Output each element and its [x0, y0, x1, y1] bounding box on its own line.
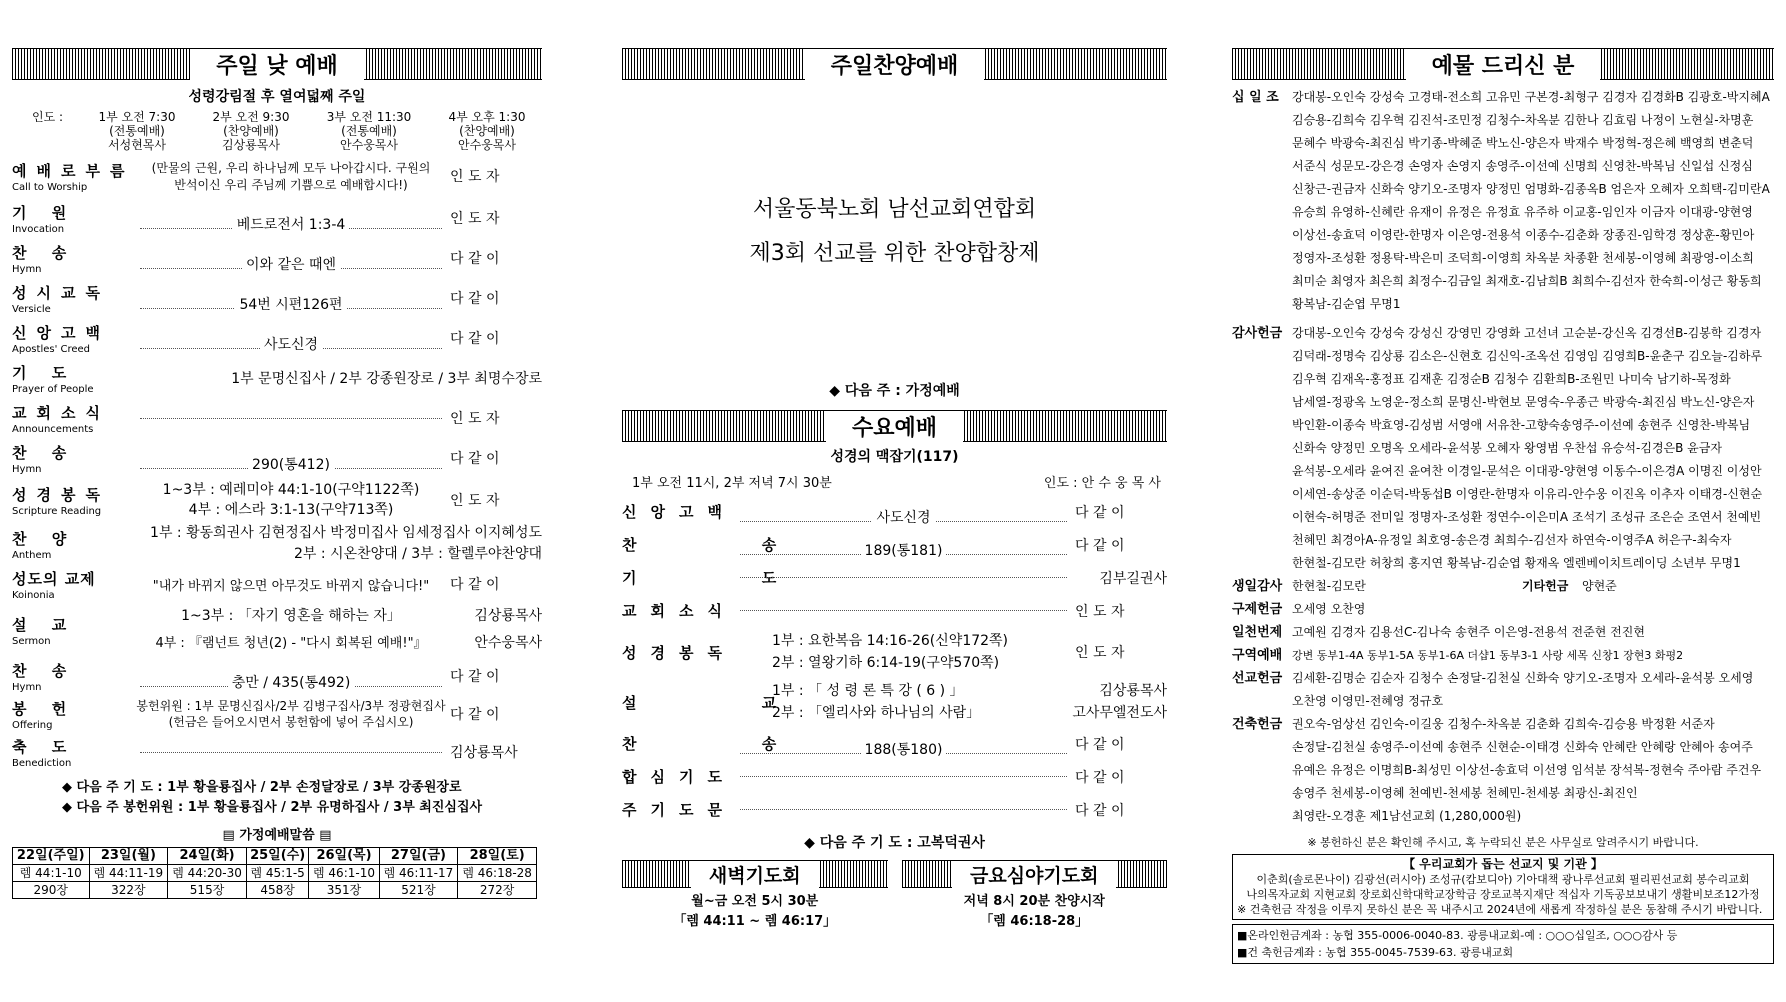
wednesday-time: 1부 오전 11시, 2부 저녁 7시 30분 [632, 476, 832, 491]
wed-order-item [622, 627, 1167, 677]
online-offering-account: ■온라인헌금계좌 : 농협 355-0006-0040-83. 광릉내교회-예 : ○○○십일조, ○○○감사 등 [1237, 929, 1678, 942]
order-item-english: Scripture Reading [12, 505, 102, 517]
family-day-cell: 28일(토) [458, 848, 537, 865]
next-wednesday-prayer: ◆ 다음 주 기 도 : 고복덕권사 [804, 835, 985, 851]
name-line: 최영란-오경훈 제1남선교회 (1,280,000원) [1292, 809, 1522, 823]
wed-order-item-title: 찬 송 [622, 536, 837, 554]
name-line: 이세연-송상준 이순덕-박동섭B 이영란-한명자 이유리-안수웅 이진옥 이추자 이태경-신현순 [1292, 487, 1763, 501]
sunday-worship-title: 주일 낮 예배 [190, 49, 364, 80]
building-section [1232, 713, 1774, 828]
order-item [12, 198, 542, 238]
name-line: 이춘희(솔로몬나이) 김광선(러시아) 조성규(캄보디아) 기아대책 광나루선교회 필리핀선교회 봉수리교회 [1256, 873, 1750, 886]
name-line: 윤석봉-오세라 윤여진 윤여찬 이경일-문석은 이대광-양현영 이동수-이은경A 이명진 이성안 [1292, 464, 1762, 478]
order-item [12, 478, 542, 522]
order-item-title: 봉 헌 [12, 699, 77, 718]
family-day-cell: 25일(수) [246, 848, 309, 865]
district-section [1232, 644, 1774, 667]
order-item-english: Offering [12, 719, 53, 731]
order-item-title: 예배로부름 [12, 161, 135, 180]
tithe-label: 십 일 조 [1232, 90, 1279, 105]
order-item-leader: 인 도 자 [450, 411, 500, 427]
wed-order-item-leader: 다 같 이 [1075, 802, 1125, 819]
order-item-leader: 다 같 이 [450, 669, 500, 685]
name-line: 나의목자교회 지현교회 장로회신학대학교장학금 장로교복지재단 적십자 기독공보보내기 생활비보조12가정 [1246, 888, 1760, 901]
order-item-english: Call to Worship [12, 181, 88, 193]
family-reference-cell: 렘 44:20-30 [168, 865, 247, 882]
family-hymn-cell: 458장 [246, 882, 309, 899]
district-label: 구역예배 [1232, 648, 1283, 663]
order-item-content: 1~3부 : 「자기 영혼을 해하는 자」 [181, 608, 401, 624]
family-day-cell: 24일(화) [168, 848, 247, 865]
order-item-content: 이와 같은 때엔 [242, 254, 340, 274]
dawn-prayer-block [622, 860, 888, 932]
wed-order-item-title: 합심기도 [622, 768, 736, 786]
name-line: 이상선-송효덕 이영란-한명자 이은영-전용석 이종수-김춘화 장종진-임학경 정상훈-황민아 [1292, 228, 1755, 242]
name-line: 박인환-이종숙 박효영-김성범 서영애 서유찬-고향숙송영주-이선예 송현주 신영찬-박복님 [1292, 418, 1751, 432]
wed-order-item-leader: 인 도 자 [1075, 645, 1125, 661]
order-item-title: 성도의 교제 [12, 569, 96, 588]
wednesday-leader: 인도 : 안 수 웅 목 사 [1043, 476, 1161, 491]
mission-support-box [1232, 854, 1774, 920]
order-item-content-2: (헌금은 들어오시면서 봉헌함에 넣어 주십시오) [168, 715, 414, 729]
order-item-leader: 인 도 자 [450, 169, 500, 185]
name-line: 정영자-조성환 정용탁-박은미 조덕희-이영희 차옥분 차종환 천세봉-이영혜 최광영-이소희 [1292, 251, 1754, 265]
service-3-leader: 안수웅목사 [340, 138, 398, 152]
wed-order-item-leader: 다 같 이 [1075, 504, 1125, 521]
order-item-leader: 다 같 이 [450, 291, 500, 307]
family-day-cell: 26일(목) [309, 848, 379, 865]
order-item [12, 278, 542, 318]
name-line: 송영주 천세봉-이영혜 천예빈-천세봉 천혜민-천세봉 최광신-최진인 [1292, 786, 1638, 800]
name-line: 남세열-정광옥 노영운-정소희 문명신-박현보 문영숙-우종근 박광숙-최진심 박노신-양은자 [1292, 395, 1755, 409]
service-2-type: (찬양예배) [223, 124, 279, 138]
name-line: 최미순 최영자 최은희 최정수-김금일 최재호-김남희B 최희수-김선자 한숙희-이성근 황동희 [1292, 274, 1762, 288]
account-box [1232, 924, 1774, 964]
family-day-cell: 22일(주일) [13, 848, 90, 865]
order-item-english: Announcements [12, 423, 94, 435]
family-worship-table [12, 847, 537, 899]
name-line: 이현숙-허명준 전미일 정명자-조성환 정연수-이은미A 조석기 조성규 조은순 조연서 천예빈 [1292, 510, 1762, 524]
sunday-worship-column [12, 0, 542, 899]
wed-order-item [622, 677, 1167, 727]
order-item-content: 1~3부 : 예레미야 44:1-10(구약1122쪽) [162, 482, 420, 498]
order-item-content: 290(통412) [248, 454, 334, 474]
thanks-label: 감사헌금 [1232, 326, 1283, 341]
order-item [12, 658, 542, 694]
leader-label: 인도 : [32, 110, 64, 124]
order-item-content: 1부 : 황동희권사 김현정집사 박정미집사 임세정집사 이지혜성도 [150, 525, 542, 541]
name-line: 김승용-김희숙 김우혁 김진석-조민정 김청수-차옥분 김한나 김효림 나정이 노현실-차명훈 [1292, 113, 1754, 127]
wed-order-item [622, 760, 1167, 793]
wed-order-item [622, 561, 1167, 594]
next-week-offering: ◆ 다음 주 봉헌위원 : 1부 황을룡집사 / 2부 유명하집사 / 3부 최진심집사 [62, 800, 483, 815]
relief-names: 오세영 오찬영 [1292, 602, 1366, 616]
order-item [12, 358, 542, 398]
mission-label: 선교헌금 [1232, 671, 1283, 686]
order-item-content-2: 2부 : 시온찬양대 / 3부 : 할렐루야찬양대 [293, 546, 542, 562]
wed-order-item [622, 594, 1167, 627]
other-offering-label: 기타헌금 [1522, 579, 1569, 593]
service-4-time: 4부 오후 1:30 [448, 110, 526, 124]
district-names: 강변 동부1-4A 동부1-5A 동부1-6A 더샵1 동부3-1 사랑 세목 신창1 장현3 화평2 [1292, 649, 1684, 662]
order-item-content: 1부 문명신집사 / 2부 강종원장로 / 3부 최명수장로 [231, 371, 542, 387]
name-line: 김덕래-정명숙 김상룡 김소은-신현호 김신익-조옥선 김영임 김영희B-윤춘구 김오늘-김하루 [1292, 349, 1763, 363]
order-item-content: "내가 바뀌지 않으면 아무것도 바뀌지 않습니다!" [152, 578, 430, 594]
order-item-leader: 다 같 이 [450, 577, 500, 593]
name-line: 김세환-김명순 김순자 김청수 손정달-김천실 신화숙 양기오-조명자 오세라-윤석봉 오세영 [1292, 671, 1754, 685]
service-1-type: (전통예배) [109, 124, 165, 138]
name-line: 손정달-김천실 송영주-이선예 송현주 신현순-이태경 신화숙 안혜란 안혜랑 안혜아 송여주 [1292, 740, 1753, 754]
service-schedule [12, 110, 542, 152]
mission-section [1232, 667, 1774, 713]
liturgical-subtitle: 성령강림절 후 열여덟째 주일 [188, 89, 366, 105]
order-item [12, 566, 542, 602]
wed-order-item [622, 793, 1167, 826]
family-reference-cell: 렘 44:11-19 [89, 865, 168, 882]
order-item-content: 베드로전서 1:3-4 [233, 214, 350, 234]
event-line-1: 서울동북노회 남선교회연합회 [752, 197, 1037, 222]
order-item-title: 찬 송 [12, 443, 77, 462]
order-item-english: Prayer of People [12, 383, 94, 395]
wed-order-item-title: 성경봉독 [622, 643, 736, 662]
order-item-title: 교회소식 [12, 403, 110, 422]
order-item-english: Hymn [12, 681, 42, 693]
order-item-leader-2: 안수웅목사 [474, 635, 542, 651]
wed-order-item-title: 신앙고백 [622, 503, 736, 521]
birthday-names: 한현철-김모란 [1292, 579, 1366, 593]
order-item-english: Benediction [12, 757, 72, 769]
order-item-leader: 인 도 자 [450, 493, 500, 509]
building-names [1292, 713, 1774, 828]
wed-order-item-title: 주기도문 [622, 801, 736, 819]
name-line: 신창근-권금자 신화숙 양기오-조명자 양정민 엄명화-김종옥B 엄은자 오혜자 오희택-김미란A [1292, 182, 1770, 196]
service-4-type: (찬양예배) [459, 124, 515, 138]
ilcheon-label: 일천번제 [1232, 625, 1283, 640]
order-of-worship [12, 154, 542, 770]
sunday-worship-title-bar [12, 48, 542, 80]
friday-prayer-block [902, 860, 1168, 932]
thanks-section [1232, 322, 1774, 575]
order-item-english: Apostles' Creed [12, 343, 91, 355]
order-item-english: Anthem [12, 549, 52, 561]
order-item-content: 54번 시편126편 [235, 294, 346, 314]
tithe-section [1232, 86, 1774, 316]
thanks-names [1292, 322, 1774, 575]
next-week-note: ◆ 다음 주 : 가정예배 [829, 383, 960, 399]
event-line-2: 제3회 선교를 위한 찬양합창제 [749, 241, 1040, 266]
friday-prayer-title-bar [902, 860, 1168, 888]
family-hymn-cell: 351장 [309, 882, 379, 899]
order-item-title: 성시교독 [12, 283, 110, 302]
wed-order-item-title: 찬 송 [622, 735, 837, 753]
wed-order-item-leader: 김부길권사 [1099, 570, 1167, 587]
order-item-title: 기 원 [12, 203, 77, 222]
building-offering-account: ■건 축헌금계좌 : 농협 355-0045-7539-63. 광릉내교회 [1237, 946, 1514, 959]
family-reference-cell: 렘 46:11-17 [379, 865, 458, 882]
service-3-type: (전통예배) [341, 124, 397, 138]
order-item-english: Invocation [12, 223, 65, 235]
wed-order-item [622, 727, 1167, 760]
order-item-leader: 김상룡목사 [450, 745, 518, 761]
order-item-leader: 김상룡목사 [474, 608, 542, 624]
family-reference-cell: 렘 44:1-10 [13, 865, 90, 882]
order-item [12, 398, 542, 438]
service-1-time: 1부 오전 7:30 [98, 110, 176, 124]
order-item-content-2: 4부 : 『램넌트 청년(2) - "다시 회복된 예배!"』 [155, 636, 427, 651]
order-item-english: Hymn [12, 263, 42, 275]
name-line: 문혜수 박광숙-최진심 박기종-박혜준 박노신-양은자 박재수 박정혁-정은혜 백영희 변춘덕 [1292, 136, 1754, 150]
wed-order-item-leader: 인 도 자 [1075, 603, 1125, 620]
order-item-leader: 인 도 자 [450, 211, 500, 227]
name-line: 한현철-김모란 허창희 홍지연 황복남-김순엽 황재옥 엘렌베이치트레이딩 소년부 무명1 [1292, 556, 1741, 570]
order-item-title: 신앙고백 [12, 323, 110, 342]
wednesday-title-bar [622, 410, 1167, 442]
ilcheon-names: 고예원 김경자 김용선C-김나숙 송현주 이은영-전용석 전준현 전진현 [1292, 625, 1645, 639]
family-hymn-cell: 272장 [458, 882, 537, 899]
order-item-leader: 다 같 이 [450, 251, 500, 267]
dawn-prayer-title-bar [622, 860, 888, 888]
wed-order-item-leader: 다 같 이 [1075, 537, 1125, 554]
name-line: 권오숙-엄상선 김인숙-이길웅 김청수-차옥분 김춘화 김희숙-김승용 박정환 서준자 [1292, 717, 1715, 731]
wed-order-item-content: 1부 : 요한복음 14:16-26(신약172쪽) [772, 633, 1009, 649]
order-item [12, 694, 542, 734]
wed-order-item-content: 사도신경 [872, 507, 934, 527]
order-item [12, 522, 542, 566]
sunday-praise-title-bar [622, 48, 1167, 80]
order-item-leader: 다 같 이 [450, 451, 500, 467]
mission-support-list [1237, 872, 1769, 902]
dawn-prayer-time: 월~금 오전 5시 30분 [691, 894, 819, 909]
offerings-title: 예물 드리신 분 [1406, 49, 1601, 80]
mission-support-title: 【 우리교회가 돕는 선교지 및 기관 】 [1403, 857, 1603, 871]
order-item-english: Versicle [12, 303, 51, 315]
order-item-content-2: 4부 : 에스라 3:1-13(구약713쪽) [188, 502, 394, 518]
offerings-column [1232, 0, 1774, 964]
birthday-label: 생일감사 [1232, 579, 1283, 594]
order-item-content: 사도신경 [260, 334, 322, 354]
family-reference-cell: 렘 45:1-5 [246, 865, 309, 882]
wed-order-item-content-2: 2부 : 열왕기하 6:14-19(구약570쪽) [772, 655, 1000, 671]
order-item [12, 154, 542, 198]
order-item-title: 찬 양 [12, 529, 77, 548]
wed-order-item-title: 기 도 [622, 569, 837, 587]
relief-label: 구제헌금 [1232, 602, 1283, 617]
next-week-prayer: ◆ 다음 주 기 도 : 1부 황을룡집사 / 2부 손정달장로 / 3부 강종원장로 [62, 780, 462, 795]
family-hymn-cell: 515장 [168, 882, 247, 899]
order-item-content: 충만 / 435(통492) [228, 672, 355, 692]
order-item-title: 찬 송 [12, 661, 77, 680]
order-item-english: Sermon [12, 635, 51, 647]
sunday-praise-title: 주일찬양예배 [805, 49, 985, 80]
order-item-title: 축 도 [12, 737, 77, 756]
order-item-english: Koinonia [12, 589, 55, 601]
wed-order-item-content-2: 2부 : 「엘리사와 하나님의 사람」 [772, 705, 981, 721]
name-line: 유승희 유영하-신혜란 유재이 유정은 유정효 유주하 이교홍-임인자 이금자 이대광-양현영 [1292, 205, 1753, 219]
wed-order-item-leader-2: 고사무엘전도사 [1072, 705, 1167, 721]
order-item [12, 318, 542, 358]
service-1-leader: 서성현목사 [108, 138, 166, 152]
evening-worship-column [622, 0, 1167, 932]
mission-names [1292, 667, 1774, 713]
omission-notice: ※ 봉헌하신 분은 확인해 주시고, 혹 누락되신 분은 사무실로 알려주시기 바랍니다. [1307, 836, 1699, 849]
wednesday-subtitle: 성경의 맥잡기(117) [830, 449, 959, 465]
order-item [12, 602, 542, 658]
relief-section [1232, 598, 1774, 621]
order-item-title: 설 교 [12, 615, 77, 634]
name-line: 오찬영 이영민-전혜영 정규호 [1292, 694, 1444, 708]
tithe-names [1292, 86, 1774, 316]
other-offering-names: 양현준 [1582, 579, 1617, 593]
name-line: 신화숙 양정민 오명옥 오세라-윤석봉 오혜자 왕영범 우찬섭 유승석-김경은B 윤금자 [1292, 441, 1722, 455]
wed-order-item-content: 1부 : 「 성 령 론 특 강 ( 6 ) 」 [772, 683, 964, 699]
family-hymn-cell: 290장 [13, 882, 90, 899]
friday-prayer-reference: 「렘 46:18-28」 [980, 914, 1089, 929]
wed-order-item-leader: 다 같 이 [1075, 736, 1125, 753]
order-item [12, 438, 542, 478]
wed-order-item-leader: 다 같 이 [1075, 769, 1125, 786]
name-line: 황복남-김순엽 무명1 [1292, 297, 1401, 311]
wednesday-order [622, 495, 1167, 826]
name-line: 김우혁 김재옥-홍정표 김재훈 김정순B 김청수 김환희B-조원민 나미숙 남기하-목정화 [1292, 372, 1731, 386]
wed-order-item-title: 교회소식 [622, 602, 736, 620]
wed-order-item-leader: 김상룡목사 [1099, 683, 1167, 699]
wednesday-title: 수요예배 [826, 411, 963, 442]
family-reference-cell: 렘 46:18-28 [458, 865, 537, 882]
offerings-title-bar [1232, 48, 1774, 80]
order-item-leader: 다 같 이 [450, 331, 500, 347]
wed-order-item-content: 189(통181) [861, 540, 947, 560]
service-4-leader: 안수웅목사 [458, 138, 516, 152]
name-line: 서준식 성문모-강은경 손영자 손영지 송영주-이선예 신명희 신영찬-박복님 신일섭 신정심 [1292, 159, 1753, 173]
dawn-prayer-title: 새벽기도회 [691, 861, 819, 888]
family-hymn-cell: 322장 [89, 882, 168, 899]
dawn-prayer-reference: 「렘 44:11 ~ 렘 46:17」 [673, 914, 837, 929]
order-item-leader: 다 같 이 [450, 707, 500, 723]
wed-order-item [622, 528, 1167, 561]
family-day-cell: 23일(월) [89, 848, 168, 865]
name-line: 강대봉-오인숙 강성숙 고경태-전소희 고유민 구본경-최형구 김경자 김경화B 김광호-박지혜A [1292, 90, 1770, 104]
family-worship-title: ▤ 가정예배말씀 ▤ [222, 828, 332, 843]
wed-order-item-content: 188(통180) [861, 739, 947, 759]
family-reference-cell: 렘 46:1-10 [309, 865, 379, 882]
order-item [12, 238, 542, 278]
service-2-time: 2부 오전 9:30 [212, 110, 290, 124]
friday-prayer-time: 저녁 8시 20분 찬양시작 [963, 894, 1105, 909]
service-3-time: 3부 오전 11:30 [326, 110, 412, 124]
order-item [12, 734, 542, 770]
birthday-section [1232, 575, 1774, 598]
family-day-cell: 27일(금) [379, 848, 458, 865]
order-item-english: Hymn [12, 463, 42, 475]
name-line: 유예은 유정은 이명희B-최성민 이상선-송효덕 이선영 임석분 장석복-정현숙 주아람 주건우 [1292, 763, 1762, 777]
order-item-title: 기 도 [12, 363, 77, 382]
order-item-title: 성경봉독 [12, 485, 110, 504]
family-hymn-cell: 521장 [379, 882, 458, 899]
name-line: 강대봉-오인숙 강성숙 강성신 강영민 강영화 고선녀 고순분-강신옥 김경선B-김봉학 김경자 [1292, 326, 1762, 340]
wed-order-item-title: 설 교 [622, 693, 837, 712]
wed-order-item [622, 495, 1167, 528]
building-pledge-note: ※ 건축헌금 작정을 이루지 못하신 분은 꼭 내주시고 2024년에 새롭게 작정하실 분은 동참해 주시기 바랍니다. [1237, 903, 1763, 916]
order-item-title: 찬 송 [12, 243, 77, 262]
friday-prayer-title: 금요심야기도회 [952, 861, 1116, 888]
ilcheon-section [1232, 621, 1774, 644]
order-item-content: 봉헌위원 : 1부 문명신집사/2부 김병구집사/3부 정광현집사 [136, 699, 446, 713]
order-item-content: (만물의 근원, 우리 하나님께 모두 나아갑시다. 구원의 반석이신 우리 주님께 기쁨으로 예배합시다!) [151, 161, 431, 192]
service-2-leader: 김상룡목사 [222, 138, 280, 152]
building-label: 건축헌금 [1232, 717, 1283, 732]
name-line: 천혜민 최경아A-유정일 최호영-송은경 최희수-김선자 하연숙-이영주A 허은구-최숙자 [1292, 533, 1732, 547]
